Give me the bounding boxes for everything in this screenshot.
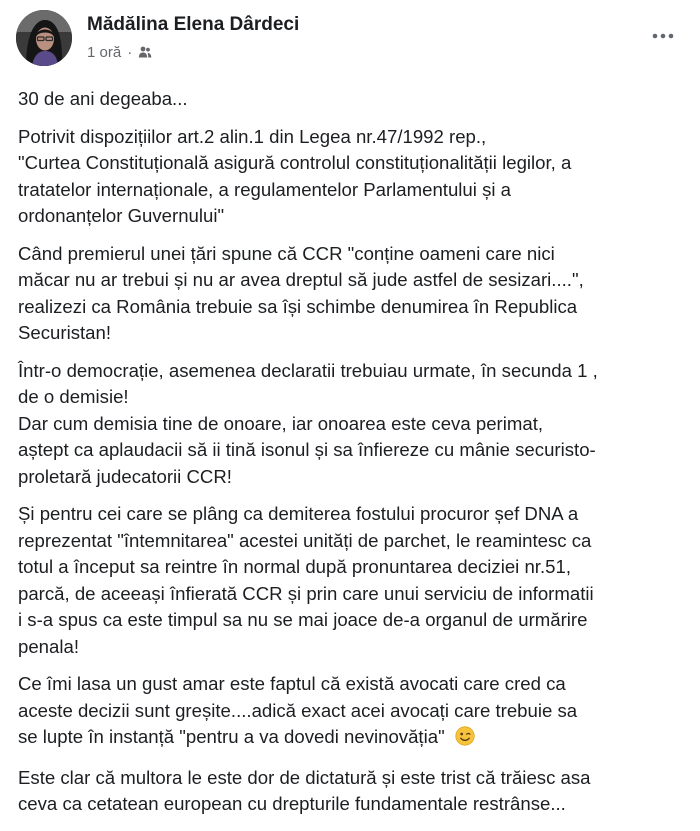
- text-line: Și pentru cei care se plâng ca demiterea fostului procuror șef DNA a: [18, 503, 579, 524]
- meta-separator: ·: [127, 44, 133, 61]
- more-options-icon[interactable]: [646, 24, 680, 48]
- paragraph-4: [18, 358, 688, 491]
- text-line: Este clar că multora le este dor de dictatură și este trist că trăiesc asa: [18, 766, 591, 788]
- text-line: proletară judecatorii CCR!: [18, 465, 232, 487]
- paragraph-2: [18, 124, 688, 230]
- post-text: [18, 86, 688, 829]
- text-line: Dar cum demisia tine de onoare, iar onoarea este ceva perimat,: [18, 412, 544, 434]
- friends-icon[interactable]: [138, 44, 152, 61]
- paragraph-3: [18, 241, 688, 347]
- post-meta: [87, 44, 152, 61]
- text-line: i s-a spus ca este timpul sa nu se mai joace de-a organul de urmărire: [18, 609, 588, 630]
- paragraph-7: [18, 765, 688, 818]
- text-line: aștept ca aplaudacii să ii tină isonul și sa înfiereze cu mânie securisto-: [18, 439, 596, 460]
- wink-emoji-icon: [455, 726, 475, 754]
- text-line: tratatelor internaționale, a regulamentelor Parlamentului și a: [18, 178, 512, 200]
- text-line: 30 de ani degeaba...: [18, 88, 188, 109]
- text-line-with-emoji: [18, 724, 688, 754]
- paragraph-1: [18, 86, 688, 113]
- text-line: Ce îmi lasa un gust amar este faptul că există avocati care cred ca: [18, 673, 566, 694]
- post-header: [16, 10, 684, 70]
- avatar-photo-icon: [16, 10, 72, 66]
- text-line: parcă, de aceeași înfierată CCR și prin care unui serviciu de informatii: [18, 582, 594, 604]
- text-line: Într-o democrație, asemenea declaratii trebuiau urmate, în secunda 1 ,: [18, 359, 598, 381]
- text-line: penala!: [18, 635, 80, 657]
- text-line: realizezi ca România trebuie sa își schimbe denumirea în Republica: [18, 295, 578, 317]
- text-line: totul a început sa reintre în normal după pronuntarea deciziei nr.51,: [18, 556, 571, 577]
- text-line: Potrivit dispozițiilor art.2 alin.1 din Legea nr.47/1992 rep.,: [18, 125, 487, 147]
- text-line: de o demisie!: [18, 386, 129, 407]
- text-line: ordonanțelor Guvernului": [18, 205, 225, 226]
- text-line: "Curtea Constituțională asigură controlul constituționalității legilor, a: [18, 152, 572, 173]
- paragraph-5: [18, 501, 688, 660]
- author-name[interactable]: Mădălina Elena Dârdeci: [87, 14, 300, 35]
- text-line: măcar nu ar trebui și nu ar avea dreptul să jude astfel de sesizari....",: [18, 269, 584, 290]
- author-avatar[interactable]: [16, 10, 72, 66]
- text-line: aceste decizii sunt greșite....adică exact acei avocați care trebuie sa: [18, 699, 578, 721]
- text-line: reprezentat "întemnitarea" acestei unități de parchet, le reamintesc ca: [18, 529, 592, 551]
- text-line: Securistan!: [18, 322, 112, 343]
- paragraph-6: [18, 671, 688, 754]
- text-line: se lupte în instanță "pentru a va dovedi nevinovăția": [18, 726, 445, 747]
- text-line: Când premierul unei țări spune că CCR "conține oameni care nici: [18, 242, 555, 264]
- text-line: ceva ca cetatean european cu drepturile fundamentale restrânse...: [18, 793, 566, 814]
- post-time[interactable]: 1 oră: [87, 44, 122, 61]
